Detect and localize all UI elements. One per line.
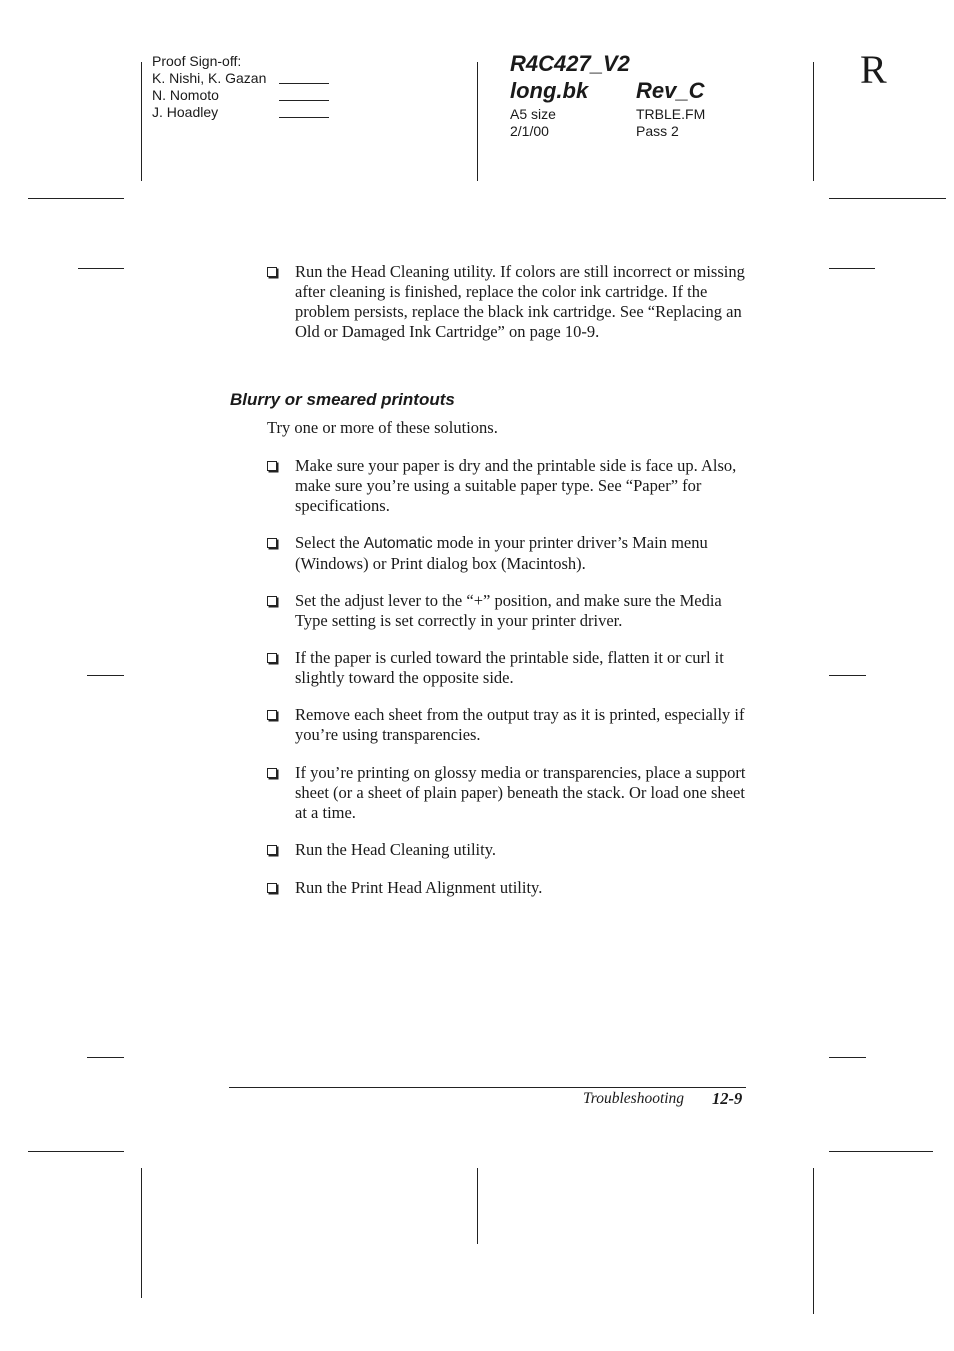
list-item-text: Make sure your paper is dry and the printable side is face up. Also, make sure you’re using a suitable paper type. See “Paper” for specifications.: [295, 456, 737, 515]
crop-mark: [141, 1168, 142, 1298]
footer-section: Troubleshooting: [583, 1090, 685, 1107]
checkbox-bullet-icon: [267, 461, 277, 471]
intro-text: Try one or more of these solutions.: [267, 418, 498, 437]
crop-mark: [813, 62, 814, 181]
crop-mark: [87, 1057, 124, 1058]
crop-mark: [829, 1151, 933, 1152]
document-code: R4C427_V2: [510, 51, 630, 76]
signoff-name: J. Hoadley: [152, 104, 219, 120]
document-revision: Rev_C: [636, 78, 705, 103]
crop-mark: [829, 268, 875, 269]
section-heading: Blurry or smeared printouts: [230, 390, 455, 409]
signoff-name: N. Nomoto: [152, 87, 219, 103]
footer-rule: [229, 1087, 746, 1088]
checkbox-bullet-icon: [267, 883, 277, 893]
crop-mark: [813, 1168, 814, 1314]
checkbox-bullet-icon: [267, 710, 277, 720]
crop-mark: [477, 1168, 478, 1244]
signoff-row: [152, 70, 266, 87]
proof-signoff: [152, 53, 266, 121]
crop-mark: [829, 1057, 866, 1058]
checkbox-bullet-icon: [267, 768, 277, 778]
signoff-row: [152, 87, 266, 104]
signoff-title: Proof Sign-off:: [152, 53, 242, 69]
mode-name: Automatic: [363, 535, 433, 552]
checkbox-bullet-icon: [267, 538, 277, 548]
crop-mark: [28, 198, 124, 199]
crop-mark: [87, 675, 124, 676]
list-item-text: If you’re printing on glossy media or transparencies, place a support sheet (or a sheet of plain paper) beneath the stack. Or load one sheet at a time.: [295, 763, 746, 822]
list-item-text: Remove each sheet from the output tray as it is printed, especially if you’re using transparencies.: [295, 705, 745, 744]
signature-line: [279, 100, 329, 101]
checkbox-bullet-icon: [267, 596, 277, 606]
corner-letter: R: [860, 47, 887, 92]
document-id: [510, 50, 630, 104]
list-item-text: Run the Head Cleaning utility.: [295, 840, 497, 859]
crop-mark: [829, 198, 946, 199]
checkbox-bullet-icon: [267, 845, 277, 855]
page-number: 12-9: [712, 1089, 743, 1108]
signoff-row: [152, 104, 266, 121]
crop-mark: [28, 1151, 124, 1152]
signoff-name: K. Nishi, K. Gazan: [152, 70, 267, 86]
file-name: TRBLE.FM: [636, 106, 706, 122]
list-item-text: [295, 533, 747, 574]
document-book: long.bk: [510, 78, 589, 103]
checkbox-bullet-icon: [267, 267, 277, 277]
text-run: Select the: [295, 533, 364, 552]
document-date: 2/1/00: [510, 123, 549, 139]
page-size: A5 size: [510, 106, 556, 122]
crop-mark: [477, 62, 478, 181]
list-item-text: If the paper is curled toward the printable side, flatten it or curl it slightly toward the opposite side.: [295, 648, 724, 687]
list-item-text: Set the adjust lever to the “+” position, and make sure the Media Type setting is set correctly in your printer driver.: [295, 591, 722, 630]
crop-mark: [78, 268, 124, 269]
checkbox-bullet-icon: [267, 653, 277, 663]
crop-mark: [829, 675, 866, 676]
crop-mark: [141, 62, 142, 181]
list-item-text: Run the Print Head Alignment utility.: [295, 878, 543, 897]
proof-pass: Pass 2: [636, 123, 679, 139]
signature-line: [279, 117, 329, 118]
text-run: mode in your printer driver’s Main menu (Windows) or Print dialog box (Macintosh).: [295, 533, 708, 573]
list-item-text: Run the Head Cleaning utility. If colors are still incorrect or missing after cleaning is finished, replace the color ink cartridge. If the problem persists, replace the black ink cartridge. See “Replacing an Old or Damaged Ink Cartridge” on page 10-9.: [295, 262, 745, 341]
signature-line: [279, 83, 329, 84]
